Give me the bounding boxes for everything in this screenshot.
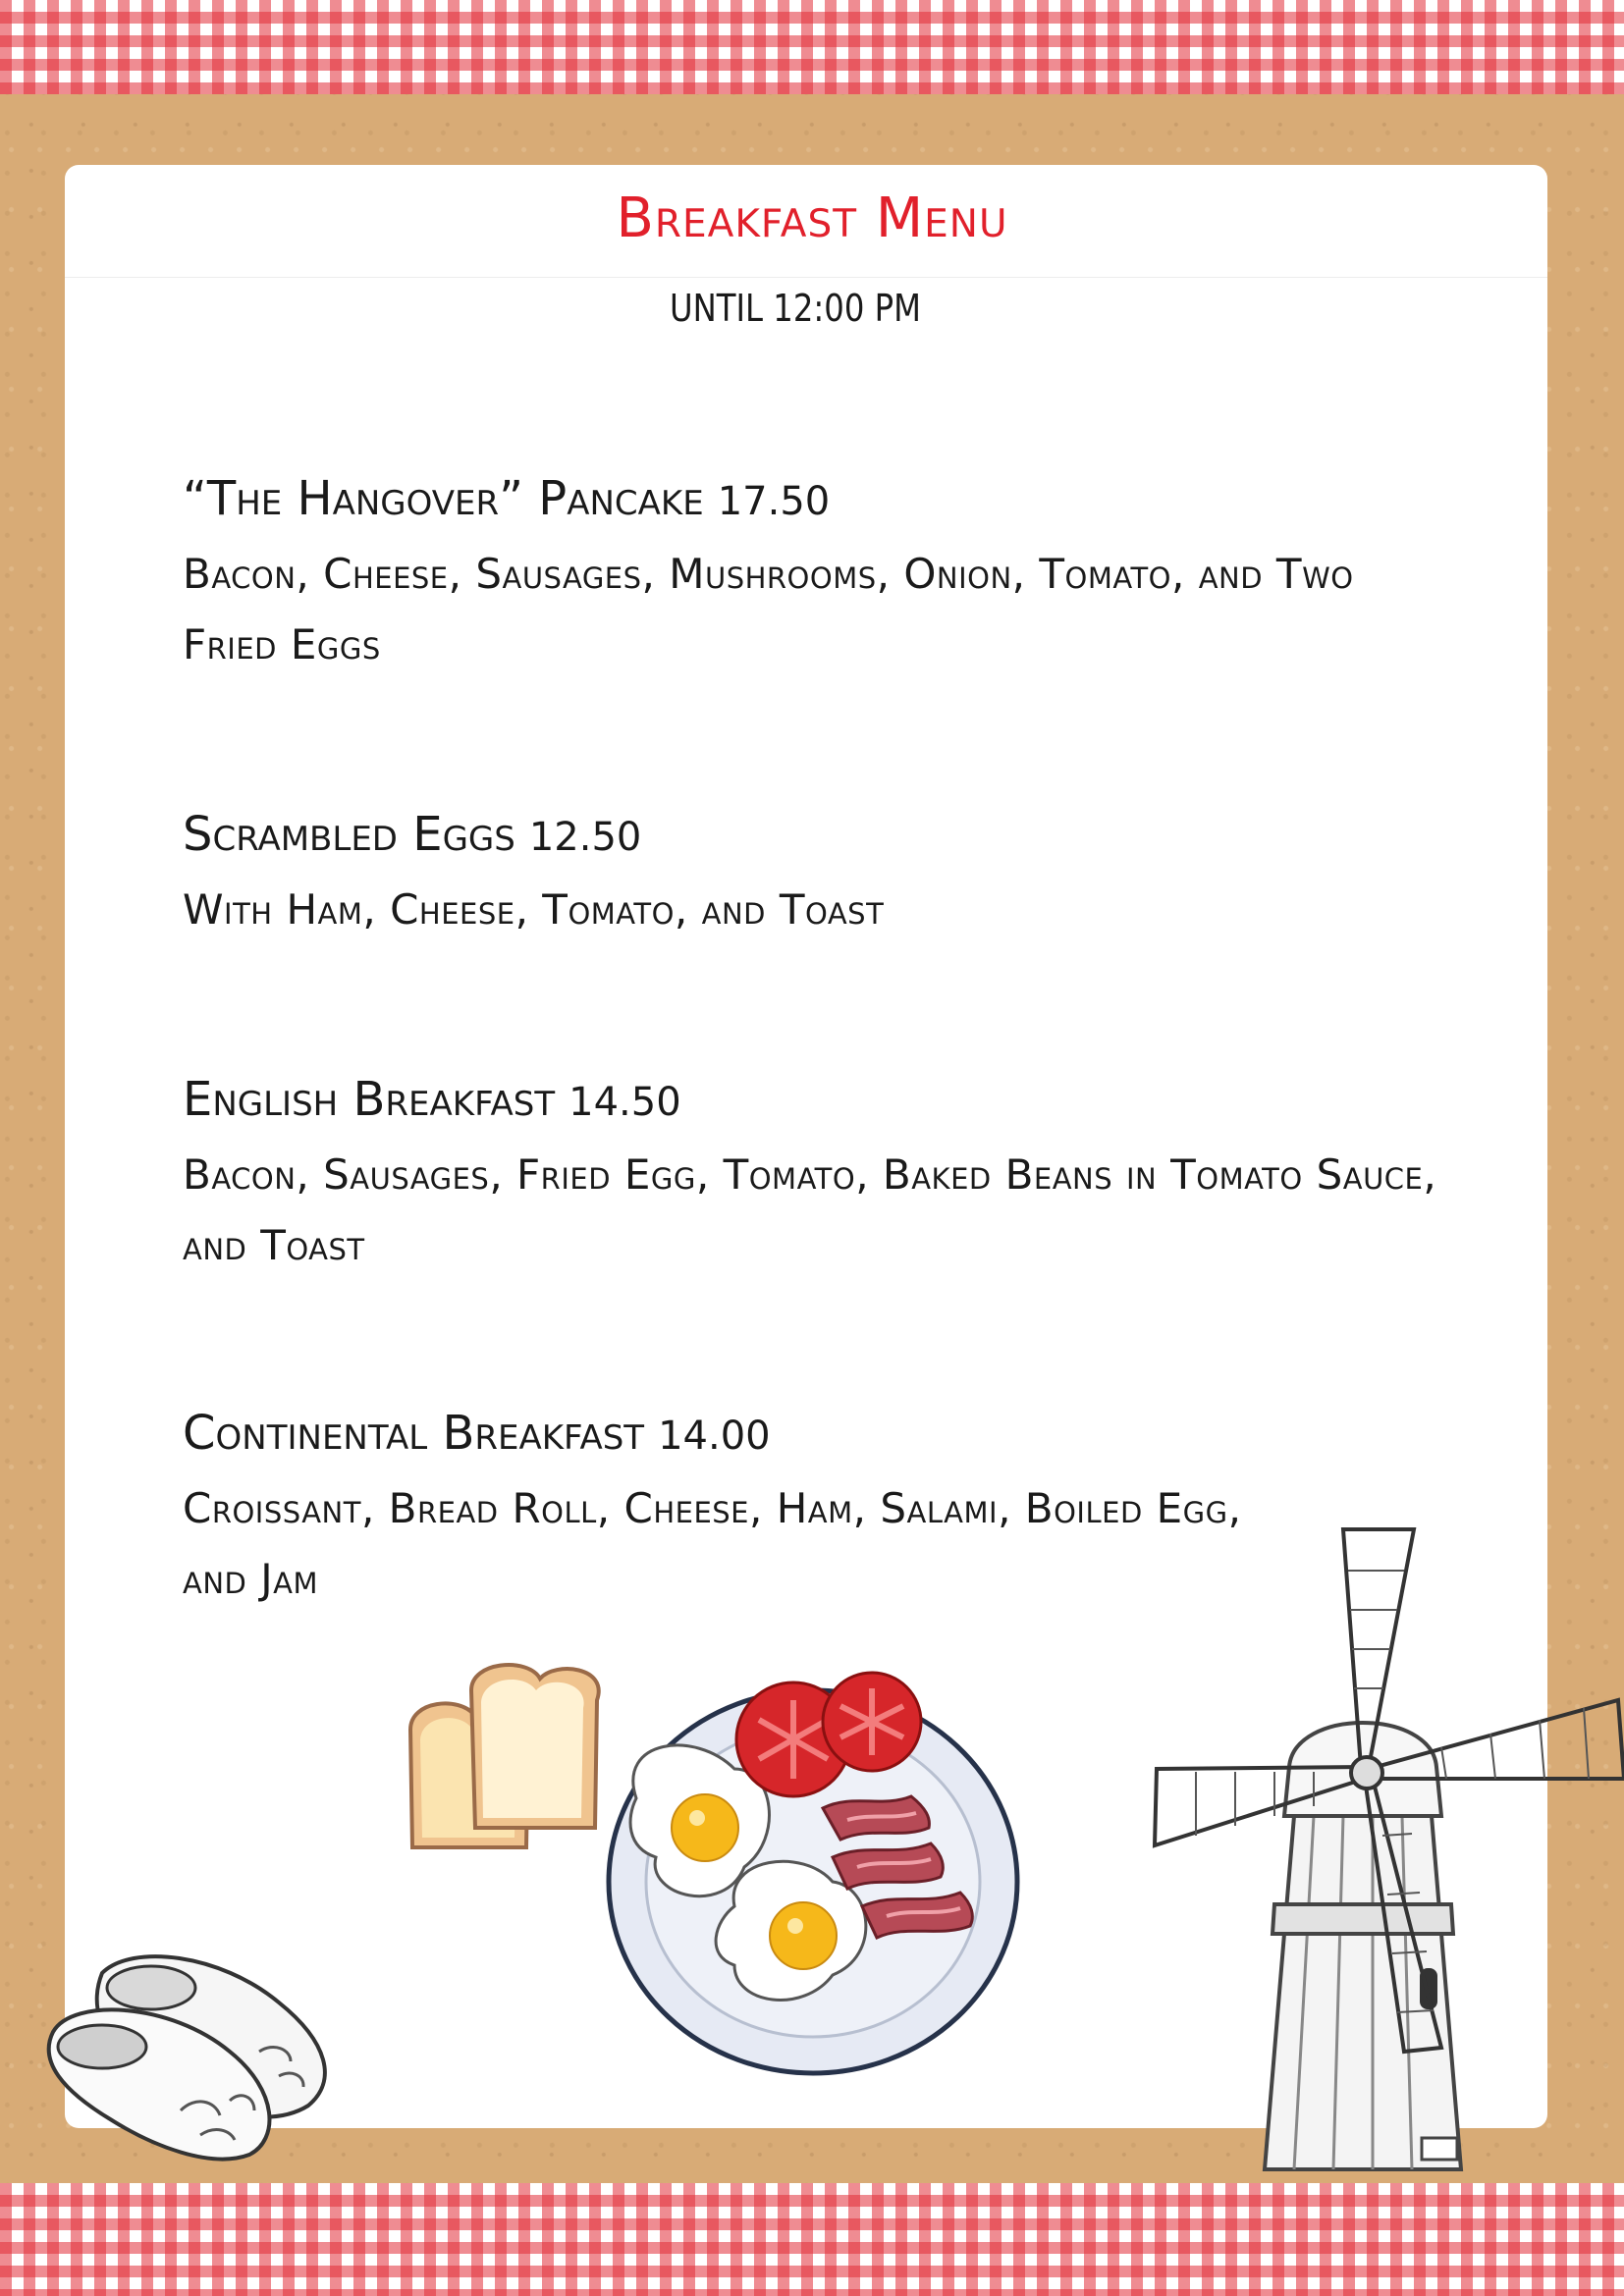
menu-item-price: 12.50: [528, 815, 642, 860]
windmill-icon: [1147, 1522, 1624, 2171]
menu-item-description: Croissant, Bread Roll, Cheese, Ham, Salami, Boiled Egg, and Jam: [183, 1484, 1242, 1603]
menu-item-price: 14.00: [658, 1414, 771, 1459]
menu-item-name: “The Hangover” Pancake: [183, 471, 704, 526]
menu-item-description: With Ham, Cheese, Tomato, and Toast: [183, 885, 885, 934]
menu-item: [183, 467, 1498, 680]
menu-item-header: [183, 467, 1498, 533]
gingham-border-bottom: [0, 2183, 1624, 2296]
menu-item-header: [183, 1402, 1498, 1468]
menu-item-name: Continental Breakfast: [183, 1406, 645, 1461]
menu-title: Breakfast Menu: [616, 187, 1008, 250]
menu-subtitle: UNTIL 12:00 PM: [669, 287, 922, 330]
menu-item-header: [183, 803, 1498, 869]
gingham-border-top: [0, 0, 1624, 94]
menu-item-name: Scrambled Eggs: [183, 807, 515, 862]
menu-item-price: 17.50: [717, 479, 831, 524]
wooden-clogs-icon: [33, 1944, 338, 2169]
menu-item-price: 14.50: [568, 1080, 681, 1125]
menu-item: [183, 803, 1498, 945]
breakfast-plate-icon: [587, 1671, 1029, 2083]
menu-item-description: Bacon, Cheese, Sausages, Mushrooms, Onion, Tomato, and Two Fried Eggs: [183, 550, 1354, 668]
menu-item-name: English Breakfast: [183, 1072, 556, 1127]
menu-item-header: [183, 1068, 1498, 1134]
title-divider: [65, 277, 1547, 278]
menu-item: [183, 1068, 1498, 1281]
menu-item-description: Bacon, Sausages, Fried Egg, Tomato, Baked Beans in Tomato Sauce, and Toast: [183, 1150, 1437, 1269]
